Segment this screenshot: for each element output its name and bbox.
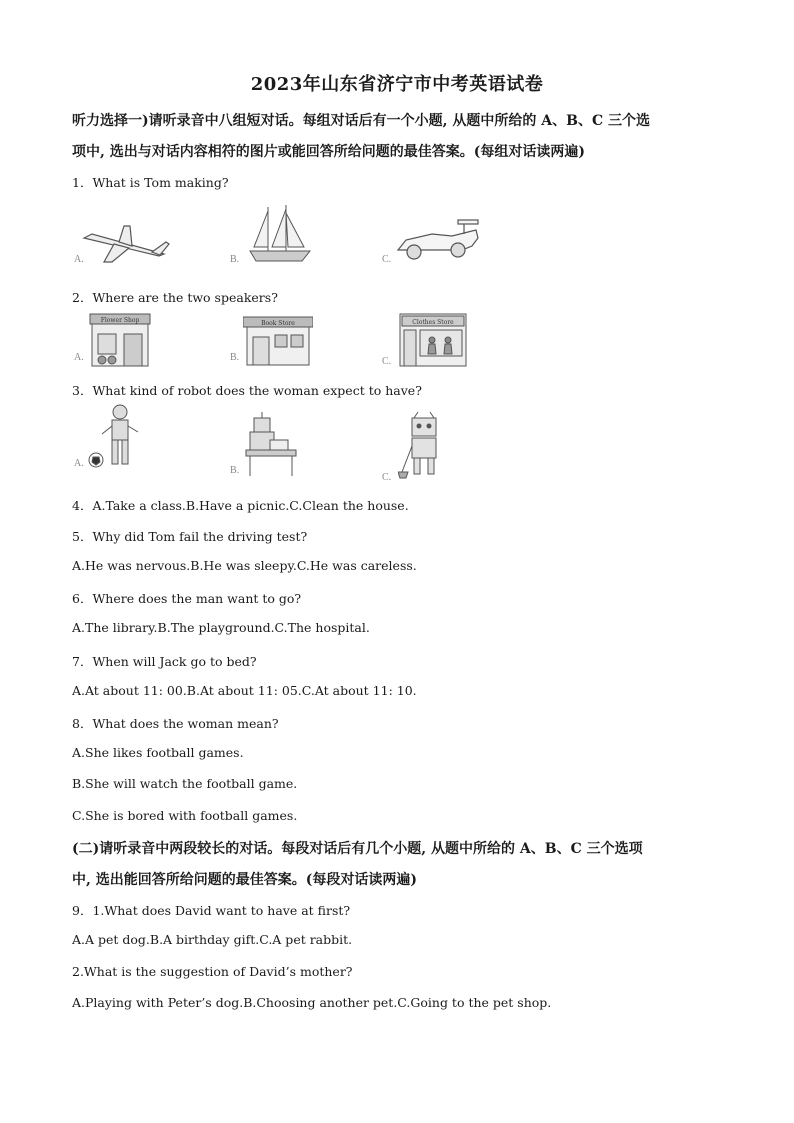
question-9-sub1-options: A.A pet dog.B.A birthday gift.C.A pet rabbit.: [72, 932, 353, 947]
q2-option-b-label: B.: [230, 352, 240, 363]
section2-instruction-1: (二)请听录音中两段较长的对话。每段对话后有几个小题, 从题中所给的 A、B、C 三个选项: [72, 841, 643, 857]
question-4: 4．A.Take a class.B.Have a picnic.C.Clean the house.: [72, 498, 409, 513]
q1-option-b-label: B.: [230, 254, 240, 265]
section2-instruction-2: 中, 选出能回答所给问题的最佳答案。(每段对话读两遍): [72, 872, 417, 888]
question-8-option-c: C.She is bored with football games.: [72, 808, 298, 823]
question-8-option-b: B.She will watch the football game.: [72, 776, 298, 791]
question-6-options: A.The library.B.The playground.C.The hospital.: [72, 620, 370, 635]
question-9-sub2-options: A.Playing with Peter’s dog.B.Choosing another pet.C.Going to the pet shop.: [72, 995, 552, 1010]
question-6: 6．Where does the man want to go?: [72, 591, 302, 606]
airplane-picture: [74, 218, 174, 266]
question-2: 2．Where are the two speakers?: [72, 290, 278, 305]
question-3: 3．What kind of robot does the woman expect to have?: [72, 383, 422, 398]
question-5-options: A.He was nervous.B.He was sleepy.C.He was careless.: [72, 558, 417, 573]
book-store-sign: Book Store: [261, 320, 295, 327]
q1-option-c-label: C.: [382, 254, 392, 265]
question-1: 1．What is Tom making?: [72, 175, 229, 190]
q2-option-c-label: C.: [382, 356, 392, 367]
sailboat-picture: [240, 203, 320, 265]
page-title: 2023年山东省济宁市中考英语试卷: [250, 74, 544, 95]
question-8-option-a: A.She likes football games.: [72, 745, 244, 760]
q3-option-c-label: C.: [382, 472, 392, 483]
q3-option-b-label: B.: [230, 465, 240, 476]
question-7: 7．When will Jack go to bed?: [72, 654, 257, 669]
q1-option-a-label: A.: [74, 254, 84, 265]
cleaning-robot-picture: [398, 410, 452, 482]
flower-shop-picture: [88, 312, 152, 368]
section1-instruction-1: 听力选择一)请听录音中八组短对话。每组对话后有一个小题, 从题中所给的 A、B、C 三个选: [72, 113, 650, 129]
flower-shop-sign: Flower Shop: [100, 317, 140, 324]
race-car-picture: [392, 214, 484, 262]
section1-instruction-2: 项中, 选出与对话内容相符的图片或能回答所给问题的最佳答案。(每组对话读两遍): [72, 144, 585, 160]
q2-option-a-label: A.: [74, 352, 84, 363]
question-9-sub2: 2.What is the suggestion of David’s mother?: [72, 964, 353, 979]
question-8: 8．What does the woman mean?: [72, 716, 279, 731]
desk-robot-picture: [240, 410, 300, 478]
book-store-picture: [243, 315, 313, 367]
question-5: 5．Why did Tom fail the driving test?: [72, 529, 308, 544]
clothes-store-picture: [398, 312, 468, 368]
question-7-options: A.At about 11: 00.B.At about 11: 05.C.At about 11: 10.: [72, 683, 417, 698]
clothes-store-sign: Clothes Store: [412, 319, 454, 326]
q3-option-a-label: A.: [74, 458, 84, 469]
football-robot-picture: [86, 402, 146, 474]
question-9-sub1: 9．1.What does David want to have at first?: [72, 903, 351, 918]
